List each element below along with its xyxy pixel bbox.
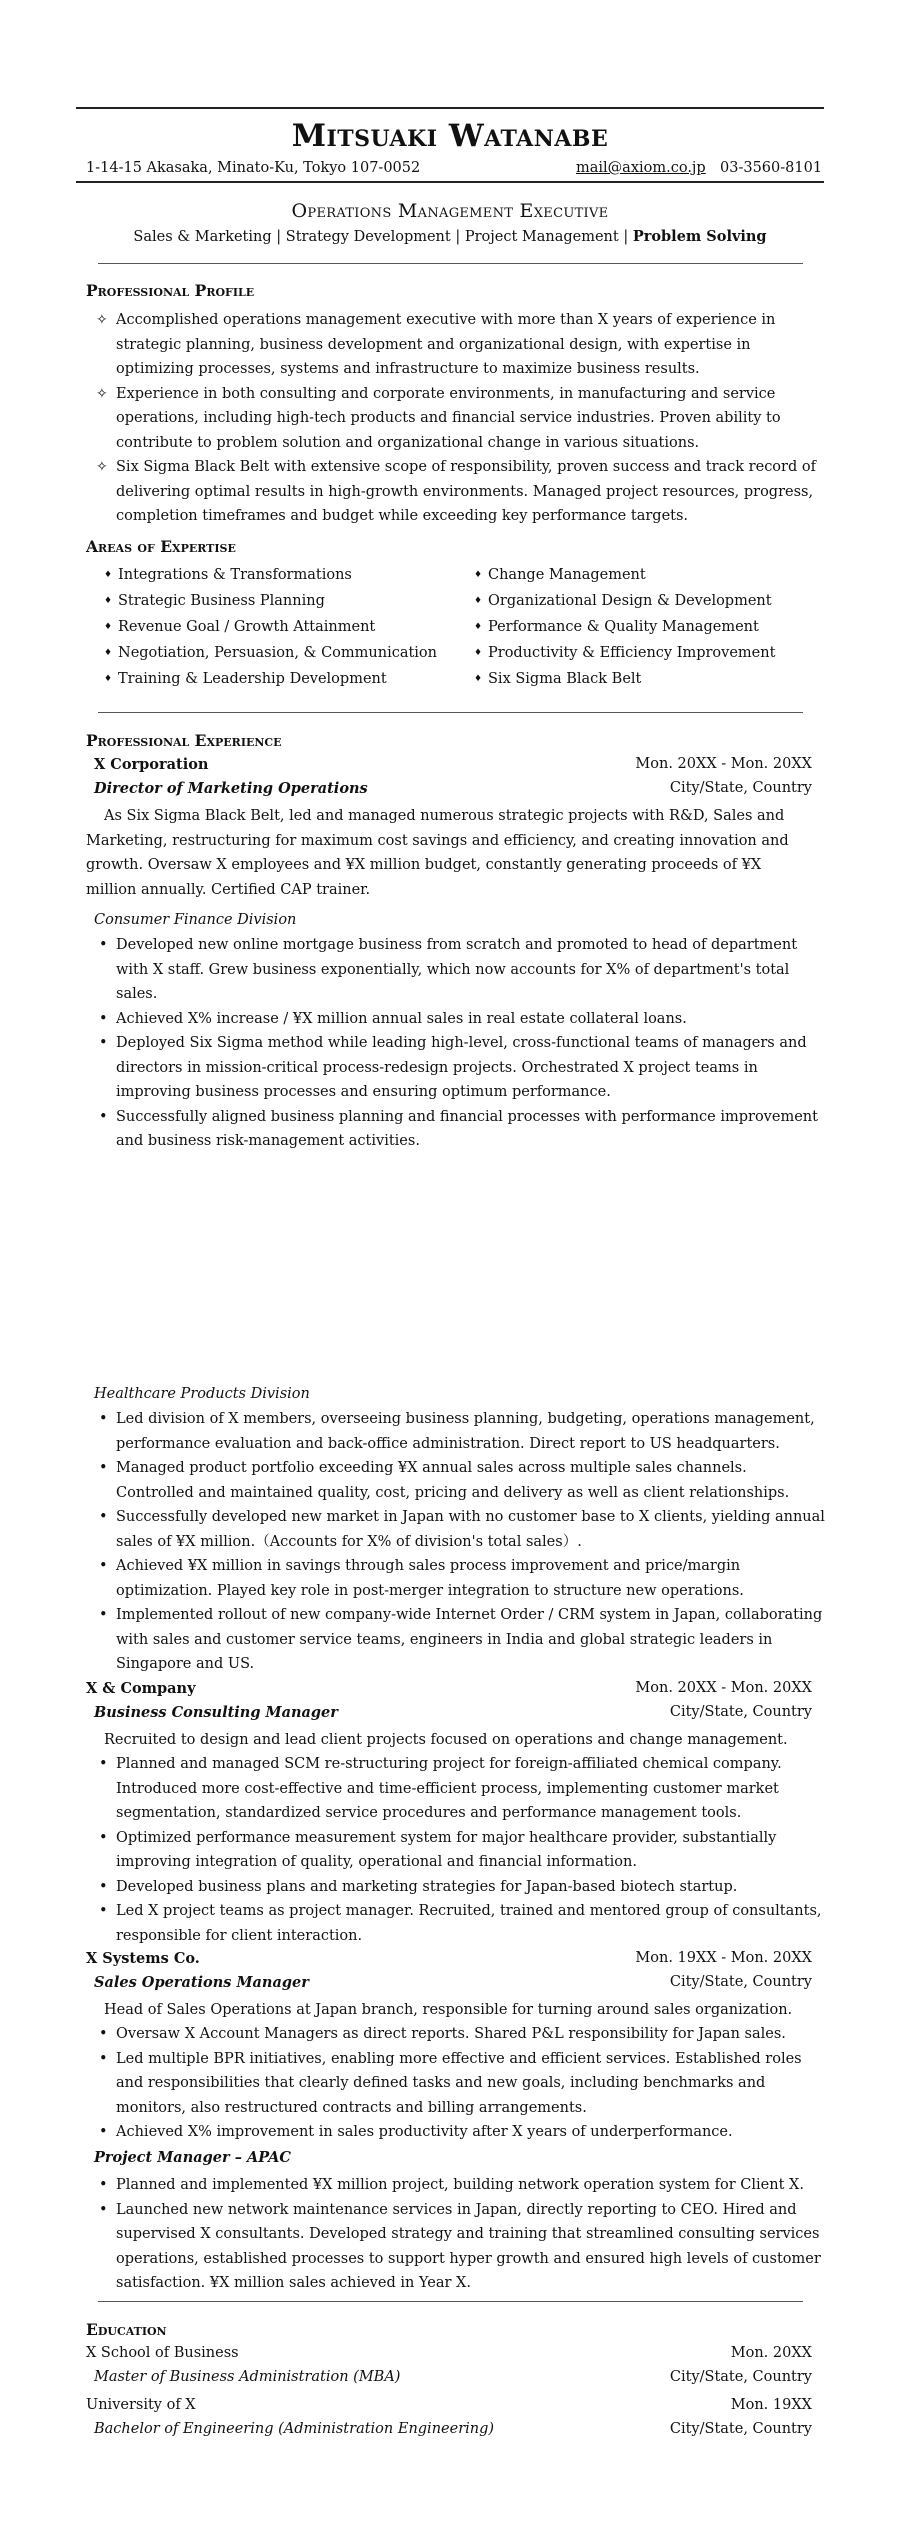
expertise-item: ♦ Revenue Goal / Growth Attainment bbox=[98, 614, 448, 640]
bullet-item: • Achieved ¥X million in savings through sales process improvement and price/margin optimization. Played key role in post-merger integration to structure new operations. bbox=[86, 1554, 826, 1603]
job-title-row bbox=[86, 1704, 812, 1721]
school-row bbox=[86, 2345, 812, 2361]
skill: Project Management bbox=[464, 229, 619, 245]
expertise-item: ♦ Six Sigma Black Belt bbox=[468, 666, 818, 692]
job-title: Business Consulting Manager bbox=[94, 1704, 338, 1721]
expertise-item: ♦ Negotiation, Persuasion, & Communication bbox=[98, 640, 448, 666]
job-title-row bbox=[86, 780, 812, 797]
bullet-item: • Successfully developed new market in Japan with no customer base to X clients, yielding annual sales of ¥X million.（Accounts for X% of division's total sales）. bbox=[86, 1505, 826, 1554]
expertise-item: ♦ Organizational Design & Development bbox=[468, 588, 818, 614]
job-title: Director of Marketing Operations bbox=[94, 780, 368, 797]
job-summary: As Six Sigma Black Belt, led and managed numerous strategic projects with R&D, Sales and Marketing, restructuring for maximum cost savings and efficiency, and creating innovation and growth. Oversaw X employees and ¥X million budget, constantly generating proceeds of ¥X million annually. Certified CAP trainer. bbox=[86, 808, 789, 898]
bullet-item: • Developed new online mortgage business from scratch and promoted to head of department with X staff. Grew business exponentially, which now accounts for X% of department's total sales. bbox=[86, 933, 826, 1007]
profile-item: ✧ Six Sigma Black Belt with extensive scope of responsibility, proven success and track record of delivering optimal results in high-growth environments. Managed project resources, progress, completion timeframes and budget while exceeding key performance targets. bbox=[86, 455, 826, 529]
expertise-item: ♦ Integrations & Transformations bbox=[98, 562, 448, 588]
job-header-xcorp bbox=[86, 756, 812, 773]
school-date: Mon. 20XX bbox=[730, 2345, 812, 2361]
school-location: City/State, Country bbox=[669, 2421, 812, 2437]
divider bbox=[98, 712, 803, 713]
job-title-row bbox=[86, 1974, 812, 1991]
job-dates: Mon. 20XX - Mon. 20XX bbox=[635, 1680, 812, 1696]
bullet-item: • Achieved X% improvement in sales productivity after X years of underperformance. bbox=[86, 2120, 826, 2145]
bullet-item: • Planned and managed SCM re-structuring project for foreign-affiliated chemical company. Introduced more cost-effective and time-efficient process, implementing customer market segmentation, standardized service procedures and performance management tools. bbox=[86, 1752, 826, 1826]
bullet-item: • Led division of X members, overseeing business planning, budgeting, operations management, performance evaluation and back-office administration. Direct report to US headquarters. bbox=[86, 1407, 826, 1456]
bullet-item: • Developed business plans and marketing strategies for Japan-based biotech startup. bbox=[86, 1875, 826, 1900]
job-location: City/State, Country bbox=[669, 1974, 812, 1990]
division-list bbox=[86, 933, 826, 1154]
expertise-item: ♦ Change Management bbox=[468, 562, 818, 588]
degree-row bbox=[86, 2369, 812, 2385]
skill: Problem Solving bbox=[632, 228, 767, 245]
job-title-row bbox=[86, 2149, 812, 2166]
expertise-item: ♦ Strategic Business Planning bbox=[98, 588, 448, 614]
degree: Master of Business Administration (MBA) bbox=[94, 2369, 401, 2385]
degree-row bbox=[86, 2421, 812, 2437]
job-list bbox=[86, 2173, 826, 2296]
job-dates: Mon. 19XX - Mon. 20XX bbox=[635, 1950, 812, 1966]
job-header-xsys bbox=[86, 1950, 812, 1967]
bullet-item: • Launched new network maintenance services in Japan, directly reporting to CEO. Hired and supervised X consultants. Developed strategy and training that streamlined consulting services operations, established processes to support hyper growth and ensured high levels of customer satisfaction. ¥X million sales achieved in Year X. bbox=[86, 2198, 826, 2296]
bullet-item: • Successfully aligned business planning and financial processes with performance improvement and business risk-management activities. bbox=[86, 1105, 826, 1154]
expertise-item: ♦ Training & Leadership Development bbox=[98, 666, 448, 692]
job-title: Project Manager – APAC bbox=[94, 2149, 291, 2166]
school-location: City/State, Country bbox=[669, 2369, 812, 2385]
divider bbox=[98, 263, 803, 264]
job-header-xco bbox=[86, 1680, 812, 1697]
job-location: City/State, Country bbox=[669, 780, 812, 796]
bullet-item: • Led multiple BPR initiatives, enabling more effective and efficient services. Established roles and responsibilities that clearly defined tasks and new goals, including benchmarks and monitors, also restructured contracts and billing arrangements. bbox=[86, 2047, 826, 2121]
job-summary: Head of Sales Operations at Japan branch, responsible for turning around sales organization. bbox=[104, 2002, 793, 2018]
division-list bbox=[86, 1407, 826, 1677]
bullet-item: • Optimized performance measurement system for major healthcare provider, substantially improving integration of quality, operational and financial information. bbox=[86, 1826, 826, 1875]
company-name: X & Company bbox=[86, 1680, 196, 1697]
bullet-item: • Implemented rollout of new company-wide Internet Order / CRM system in Japan, collaborating with sales and customer service teams, engineers in India and global strategic leaders in Singapore and US. bbox=[86, 1603, 826, 1677]
skills-line: Sales & Marketing | Strategy Development | Project Management | Problem Solving bbox=[133, 228, 767, 245]
profile-item: ✧ Experience in both consulting and corporate environments, in manufacturing and service operations, including high-tech products and financial service industries. Proven ability to contribute to problem solution and organizational change in various situations. bbox=[86, 382, 826, 456]
degree: Bachelor of Engineering (Administration Engineering) bbox=[94, 2421, 495, 2437]
section-heading-experience: Professional Experience bbox=[86, 731, 282, 750]
contact-rule bbox=[76, 181, 824, 183]
phone: 03-3560-8101 bbox=[720, 160, 823, 176]
expertise-left bbox=[98, 562, 448, 692]
company-name: X Systems Co. bbox=[86, 1950, 200, 1967]
email-text[interactable]: mail@axiom.co.jp bbox=[576, 160, 706, 176]
job-title: Sales Operations Manager bbox=[94, 1974, 309, 1991]
section-heading-profile: Professional Profile bbox=[86, 281, 255, 300]
bullet-item: • Led X project teams as project manager. Recruited, trained and mentored group of consultants, responsible for client interaction. bbox=[86, 1899, 826, 1948]
expertise-right bbox=[468, 562, 818, 692]
bullet-item: • Oversaw X Account Managers as direct reports. Shared P&L responsibility for Japan sales. bbox=[86, 2022, 826, 2047]
address: 1-14-15 Akasaka, Minato-Ku, Tokyo 107-0052 bbox=[86, 160, 421, 176]
company-name: X Corporation bbox=[94, 756, 209, 773]
bullet-item: • Achieved X% increase / ¥X million annual sales in real estate collateral loans. bbox=[86, 1007, 826, 1032]
bullet-item: • Deployed Six Sigma method while leading high-level, cross-functional teams of managers and directors in mission-critical process-redesign projects. Orchestrated X project teams in improving business processes and ensuring optimum performance. bbox=[86, 1031, 826, 1105]
job-summary: Recruited to design and lead client projects focused on operations and change management. bbox=[104, 1732, 788, 1748]
skill: Strategy Development bbox=[285, 229, 451, 245]
job-dates: Mon. 20XX - Mon. 20XX bbox=[635, 756, 812, 772]
headline: Operations Management Executive bbox=[291, 200, 609, 222]
skill: Sales & Marketing bbox=[133, 229, 272, 245]
expertise-item: ♦ Productivity & Efficiency Improvement bbox=[468, 640, 818, 666]
divider bbox=[98, 2301, 803, 2302]
expertise-item: ♦ Performance & Quality Management bbox=[468, 614, 818, 640]
bullet-item: • Planned and implemented ¥X million project, building network operation system for Client X. bbox=[86, 2173, 826, 2198]
school-name: University of X bbox=[86, 2397, 196, 2413]
profile-item: ✧ Accomplished operations management executive with more than X years of experience in strategic planning, business development and organizational design, with expertise in optimizing processes, systems and infrastructure to maximize business results. bbox=[86, 308, 826, 382]
job-list bbox=[86, 2022, 826, 2145]
applicant-name: Mitsuaki Watanabe bbox=[291, 118, 609, 154]
school-name: X School of Business bbox=[86, 2345, 239, 2361]
section-heading-education: Education bbox=[86, 2320, 167, 2339]
division-heading: Consumer Finance Division bbox=[94, 912, 297, 928]
bullet-item: • Managed product portfolio exceeding ¥X annual sales across multiple sales channels. Controlled and maintained quality, cost, pricing and delivery as well as client relationships. bbox=[86, 1456, 826, 1505]
school-row bbox=[86, 2397, 812, 2413]
top-rule bbox=[76, 107, 824, 109]
job-location: City/State, Country bbox=[669, 1704, 812, 1720]
section-heading-expertise: Areas of Expertise bbox=[86, 537, 236, 556]
profile-list bbox=[86, 308, 826, 529]
division-heading: Healthcare Products Division bbox=[94, 1386, 310, 1402]
job-list bbox=[86, 1752, 826, 1948]
school-date: Mon. 19XX bbox=[730, 2397, 812, 2413]
email-link[interactable] bbox=[576, 160, 706, 176]
